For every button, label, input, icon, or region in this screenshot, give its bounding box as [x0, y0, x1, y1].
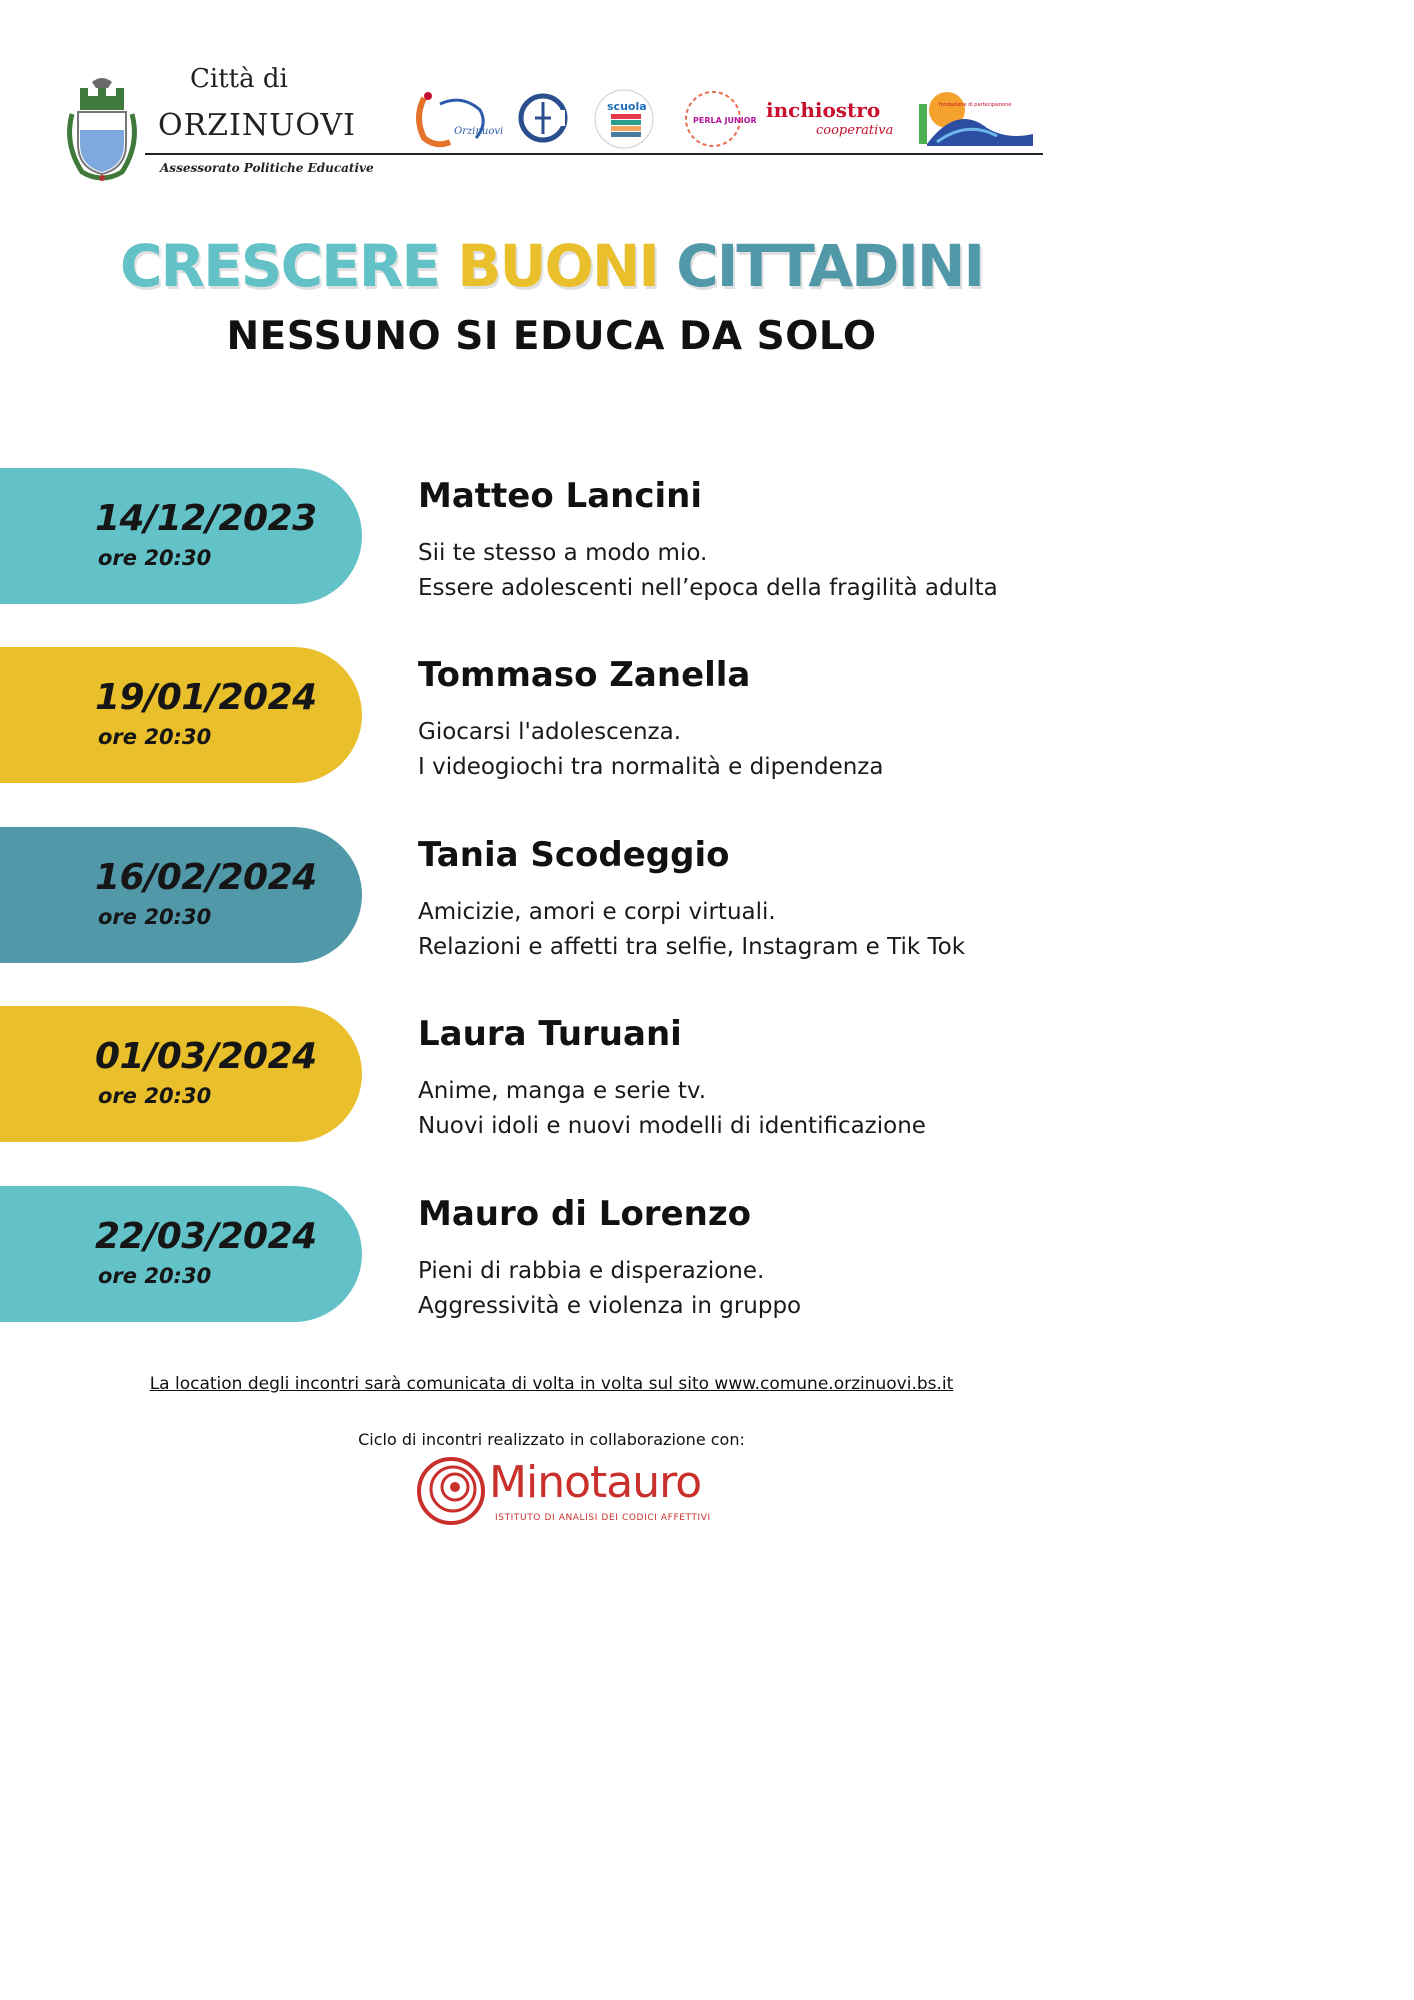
inchiostro-sub: cooperativa: [816, 123, 894, 138]
talk-title: Giocarsi l'adolescenza.: [418, 719, 682, 745]
event-time: ore 20:30: [98, 905, 212, 929]
fondazione-logo: [917, 84, 1035, 148]
event-item: [0, 1186, 1103, 1322]
event-item: [0, 1006, 1103, 1142]
perla-junior-logo: [684, 90, 757, 148]
talk-subtitle: I videogiochi tra normalità e dipendenza: [418, 754, 884, 780]
partner-name: Minotauro: [489, 1457, 702, 1508]
inchiostro-name: inchiostro: [766, 98, 881, 122]
event-time: ore 20:30: [98, 725, 212, 749]
svg-text:fondazione di partecipazione: fondazione di partecipazione: [939, 102, 1012, 108]
department-label: Assessorato Politiche Educative: [160, 161, 374, 175]
coat-of-arms-icon: [62, 74, 142, 182]
minotauro-logo: [415, 1455, 711, 1533]
event-item: [0, 647, 1103, 783]
partner-subtitle: ISTITUTO DI ANALISI DEI CODICI AFFETTIVI: [495, 1513, 711, 1523]
town-logo: [150, 60, 390, 180]
main-title: [0, 232, 1103, 300]
talk-title: Sii te stesso a modo mio.: [418, 540, 708, 566]
istituto-comprensivo-logo: [410, 88, 504, 150]
location-note: La location degli incontri sarà comunicata di volta in volta sul sito www.comune.orzinuovi.bs.it: [149, 1374, 954, 1394]
event-date: 01/03/2024: [95, 1036, 317, 1077]
talk-subtitle: Nuovi idoli e nuovi modelli di identificazione: [418, 1113, 926, 1139]
speaker-name: Laura Turuani: [418, 1014, 682, 1054]
event-date: 16/02/2024: [95, 857, 317, 898]
minotauro-spiral-icon: [415, 1455, 487, 1527]
inchiostro-logo: [766, 98, 896, 148]
event-time: ore 20:30: [98, 546, 212, 570]
svg-text:Orzinuovi: Orzinuovi: [454, 126, 504, 137]
town-line2: ORZINUOVI: [158, 108, 356, 143]
talk-title: Anime, manga e serie tv.: [418, 1078, 707, 1104]
scuola-logo: [593, 88, 655, 150]
subtitle: NESSUNO SI EDUCA DA SOLO: [226, 314, 877, 359]
talk-subtitle: Aggressività e violenza in gruppo: [418, 1293, 802, 1319]
title-word-1: CRESCERE: [119, 232, 440, 300]
event-time: ore 20:30: [98, 1264, 212, 1288]
talk-title: Amicizie, amori e corpi virtuali.: [418, 899, 776, 925]
talk-title: Pieni di rabbia e disperazione.: [418, 1258, 765, 1284]
town-line1: Città di: [190, 64, 288, 94]
event-time: ore 20:30: [98, 1084, 212, 1108]
event-date: 22/03/2024: [95, 1216, 317, 1257]
talk-subtitle: Essere adolescenti nell’epoca della fragilità adulta: [418, 575, 998, 601]
speaker-name: Mauro di Lorenzo: [418, 1194, 751, 1234]
header: [0, 0, 1103, 190]
title-word-2: BUONI: [457, 232, 658, 300]
speaker-name: Tommaso Zanella: [418, 655, 751, 695]
event-date: 19/01/2024: [95, 677, 317, 718]
g-monogram-logo: [517, 92, 569, 144]
event-item: [0, 827, 1103, 963]
svg-text:PERLA JUNIOR: PERLA JUNIOR: [693, 116, 757, 125]
header-divider: [145, 153, 1043, 155]
speaker-name: Tania Scodeggio: [418, 835, 730, 875]
event-item: [0, 468, 1103, 604]
event-date: 14/12/2023: [95, 498, 317, 539]
collaboration-note: Ciclo di incontri realizzato in collaborazione con:: [358, 1430, 745, 1449]
title-word-3: CITTADINI: [676, 232, 984, 300]
svg-text:scuola: scuola: [607, 100, 647, 113]
speaker-name: Matteo Lancini: [418, 476, 703, 516]
talk-subtitle: Relazioni e affetti tra selfie, Instagram e Tik Tok: [418, 934, 966, 960]
